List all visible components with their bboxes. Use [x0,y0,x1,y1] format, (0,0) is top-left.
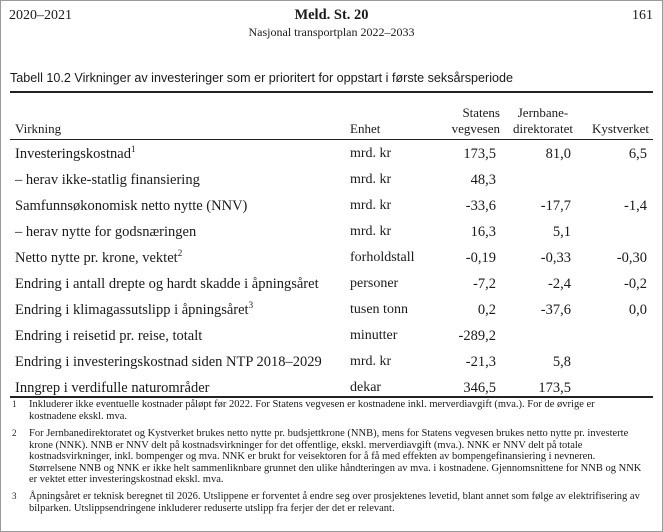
value-kystverket: -0,2 [624,276,647,292]
page-number: 161 [632,8,653,23]
row-label [15,172,200,189]
footnote [12,491,642,514]
value-statens-vegvesen: 48,3 [470,172,496,188]
col-header-jbd [500,105,586,137]
row-unit: mrd. kr [350,198,392,213]
table-row [10,140,653,166]
col-header-kystverket: Kystverket [591,121,649,136]
table-row [10,348,653,374]
table-row [10,218,653,244]
row-unit: mrd. kr [350,172,392,187]
col-header-enhet: Enhet [350,121,381,136]
value-statens-vegvesen: 16,3 [470,224,496,240]
row-label [15,224,196,241]
row-label [15,198,247,215]
table-caption: Tabell 10.2 Virkninger av investeringer som er prioritert for oppstart i første seksårsperiode [10,71,514,85]
row-label-text: Endring i reisetid pr. reise, totalt [15,328,203,344]
footnote-number: 3 [12,491,17,501]
col-header-svv-line1: Statens [462,105,500,120]
row-label [15,380,209,397]
value-jernbanedirektoratet: 5,8 [552,354,571,370]
row-unit: mrd. kr [350,354,392,369]
row-unit: forholdstall [350,250,415,265]
row-label-text: Investeringskostnad [15,146,131,162]
row-label-text: Samfunnsøkonomisk netto nytte (NNV) [15,198,248,214]
value-kystverket: 6,5 [628,146,647,162]
col-header-svv-line2: vegvesen [451,121,500,136]
row-label-text: Netto nytte pr. krone, vektet [15,250,178,266]
row-unit: dekar [350,380,382,395]
col-header-svv [452,105,500,137]
header-years: 2020–2021 [9,8,72,23]
footnote-marker: 1 [130,144,136,154]
table-row [10,244,653,270]
value-statens-vegvesen: -0,19 [465,250,496,266]
value-kystverket: 0,0 [628,302,647,318]
footnote-marker: 2 [177,248,183,258]
row-label [15,302,253,319]
row-unit: personer [350,276,399,291]
value-statens-vegvesen: -7,2 [473,276,496,292]
row-unit: minutter [350,328,398,343]
row-label-text: Endring i antall drepte og hardt skadde i åpningsåret [15,276,319,292]
col-header-jbd-line2: direktoratet [513,121,573,136]
table-bottom-rule [10,396,653,398]
value-statens-vegvesen: -33,6 [465,198,496,214]
value-statens-vegvesen: -289,2 [458,328,496,344]
value-jernbanedirektoratet: 173,5 [538,380,571,396]
row-unit: mrd. kr [350,224,392,239]
footnote [12,399,642,422]
document-subtitle: Nasjonal transportplan 2022–2033 [248,25,415,39]
row-label-text: Inngrep i verdifulle naturområder [15,380,210,396]
footnote-number: 1 [12,399,17,409]
value-jernbanedirektoratet: -37,6 [540,302,571,318]
row-unit: tusen tonn [350,302,408,317]
col-header-virkning: Virkning [15,121,62,136]
row-label [15,328,202,345]
value-kystverket: -0,30 [616,250,647,266]
row-label [15,146,135,163]
table-row [10,322,653,348]
value-jernbanedirektoratet: -2,4 [548,276,571,292]
table-row [10,270,653,296]
value-jernbanedirektoratet: -0,33 [540,250,571,266]
value-statens-vegvesen: 346,5 [463,380,496,396]
footnote-text: Åpningsåret er teknisk beregnet til 2026. Utslippene er forventet å endre seg over prosjektenes levetid, blant annet som følge av elektrifisering av bilparken. Utslippsendringene inkluderer reduserte utslipp fra ferjer der det er relevant. [29,491,640,514]
row-label-text: Endring i investeringskostnad siden NTP 2018–2029 [15,354,322,370]
row-label-text: – herav nytte for godsnæringen [15,224,197,240]
footnote-text: For Jernbanedirektoratet og Kystverket brukes netto nytte pr. budsjettkrone (NNB), mens for Statens vegvesen brukes netto nytte pr. investerte krone (NNK). NNB er NNV delt på kostnadsvirkninger for det offentlige, ekskl. merverdiavgift (mva.). NNK er NNV delt på totale kostnadsvirkninger, inkl. bompenger og mva. NNK er brukt for veisektoren for å få med effekten av bompengefinansiering i nevneren. Størrelsene NNB og NNK er ikke helt sammenliknbare grunnet den ulike håndteringen av mva. i kostnadene. Gjennomsnittene for NNB og NNK er vektet etter investeringskostnad ekskl. mva. [29,428,642,486]
value-statens-vegvesen: 173,5 [463,146,496,162]
row-label-text: Endring i klimagassutslipp i åpningsåret [15,302,249,318]
table-row [10,192,653,218]
value-statens-vegvesen: 0,2 [477,302,496,318]
value-jernbanedirektoratet: -17,7 [540,198,571,214]
value-kystverket: -1,4 [624,198,647,214]
table-row [10,296,653,322]
row-unit: mrd. kr [350,146,392,161]
value-jernbanedirektoratet: 5,1 [552,224,571,240]
table-top-rule [10,91,653,93]
row-label [15,354,322,371]
document-title: Meld. St. 20 [294,7,369,23]
col-header-jbd-line1: Jernbane- [517,105,569,120]
row-label [15,250,182,267]
footnote [12,428,642,486]
row-label [15,276,319,293]
table-row [10,166,653,192]
value-statens-vegvesen: -21,3 [465,354,496,370]
value-jernbanedirektoratet: 81,0 [545,146,571,162]
footnote-marker: 3 [248,300,254,310]
row-label-text: – herav ikke-statlig finansiering [15,172,200,188]
footnote-text: Inkluderer ikke eventuelle kostnader påløpt før 2022. For Statens vegvesen er kostnadene inkl. merverdiavgift (mva.). For de øvrige er kostnadene ekskl. mva. [29,399,595,422]
footnote-number: 2 [12,428,17,438]
